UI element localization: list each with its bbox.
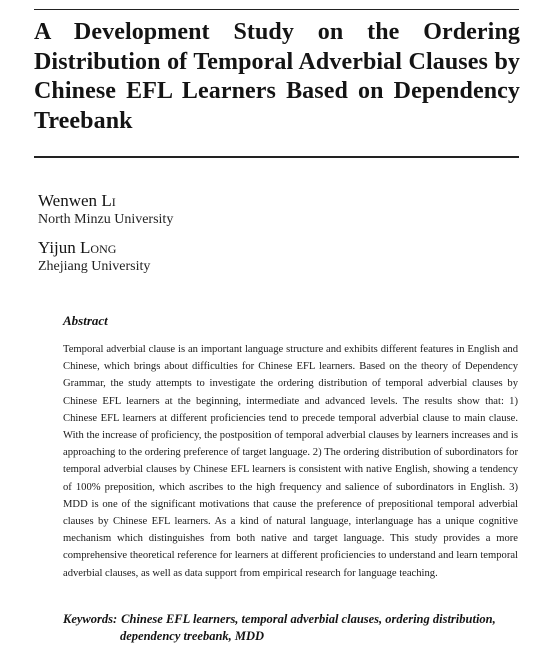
author-given-name: Wenwen [38,191,98,210]
paper-title: A Development Study on the Ordering Distribution of Temporal Adverbial Clauses by Chinese EFL Learners Based on Dependency Treebank [34,19,520,134]
abstract-body: Temporal adverbial clause is an important language structure and exhibits different features in English and Chinese, which brings about difficulties for Chinese EFL learners. Based on the theory of Dependency Grammar, the study attempts to investigate the ordering distribution of temporal adverbial clauses by Chinese EFL learners at the beginning, intermediate and advanced levels. The results show that: 1) Chinese EFL learners at different proficiencies tend to precede temporal adverbial clause to main clause. With the increase of proficiency, the postposition of temporal adverbial clauses by learners increases and is approaching to the ordering preference of target language. 2) The ordering distribution of subordinators for temporal adverbial clauses by Chinese EFL learners is consistent with native English, showing a tendency of 100% preposition, which ascribes to the high frequency and salience of subordinators in English. 3) MDD is one of the significant motivations that cause the preference of prepositional temporal adverbial clauses by Chinese EFL learners. As a kind of natural language, interlanguage has a unique cognitive mechanism which distinguishes from both native and target language. This study provides a more comprehensive theoretical reference for learners at different proficiencies to understand and learn temporal adverbial clauses, as well as data support from empirical research for language teaching. [63,344,518,579]
author-name [38,191,338,211]
author-name [38,238,338,258]
author-1 [38,191,338,229]
keywords-line-1: Chinese EFL learners, temporal adverbial clauses, ordering distribution, [121,612,496,626]
author-family-name: Long [80,238,117,257]
author-given-name: Yijun [38,238,76,257]
author-affiliation: Zhejiang University [38,259,151,274]
title-bottom-rule [34,156,519,158]
author-2 [38,238,338,276]
author-family-name: Li [101,191,116,210]
keywords-label: Keywords: [63,612,118,626]
keywords-line-2: dependency treebank, MDD [120,629,265,643]
author-affiliation: North Minzu University [38,212,174,227]
title-top-rule [34,9,519,10]
abstract-heading: Abstract [63,313,108,328]
keywords [63,611,518,645]
